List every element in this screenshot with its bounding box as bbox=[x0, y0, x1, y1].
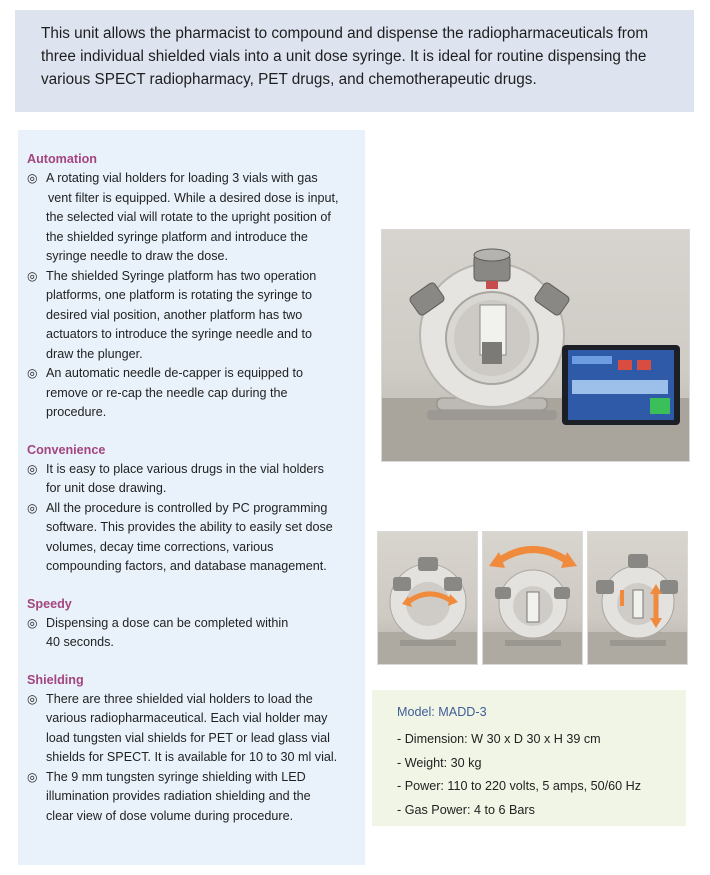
spec-weight: - Weight: 30 kg bbox=[397, 755, 482, 770]
section-speedy bbox=[27, 595, 365, 653]
actuator-illustration bbox=[588, 532, 687, 664]
section-title: Shielding bbox=[27, 672, 84, 687]
item-line: An automatic needle de-capper is equipped to bbox=[46, 366, 303, 380]
intro-line: three individual shielded vials into a unit dose syringe. It is ideal for routine dispensing the bbox=[41, 48, 647, 65]
intro-box bbox=[15, 10, 694, 112]
item-line: platforms, one platform is rotating the syringe to bbox=[46, 288, 312, 302]
item-line: volumes, decay time corrections, various bbox=[46, 539, 274, 554]
spec-dimension: - Dimension: W 30 x D 30 x H 39 cm bbox=[397, 732, 601, 746]
model-label: Model: MADD-3 bbox=[397, 705, 487, 719]
dispenser-illustration bbox=[382, 230, 689, 461]
item-line: shields for SPECT. It is available for 10 to 30 ml vial. bbox=[46, 750, 338, 764]
item-line: There are three shielded vial holders to load the bbox=[46, 691, 313, 706]
item-line: Dispensing a dose can be completed within bbox=[46, 615, 289, 630]
bullet-icon: ◎ bbox=[27, 268, 38, 283]
item-line: clear view of dose volume during procedure. bbox=[46, 808, 294, 823]
section-title: Convenience bbox=[27, 442, 106, 457]
section-title: Automation bbox=[27, 152, 97, 166]
intro-line: various SPECT radiopharmacy, PET drugs, and chemotherapeutic drugs. bbox=[41, 71, 537, 88]
bullet-icon: ◎ bbox=[27, 461, 38, 476]
rotating-syringe-illustration bbox=[483, 532, 582, 664]
bullet-icon: ◎ bbox=[27, 691, 38, 706]
bullet-icon: ◎ bbox=[27, 500, 38, 515]
bullet-icon: ◎ bbox=[27, 769, 38, 784]
section-convenience bbox=[27, 441, 365, 577]
product-photo bbox=[381, 229, 690, 462]
item-line: the selected vial will rotate to the upright position of bbox=[46, 210, 331, 224]
spec-gas-power: - Gas Power: 4 to 6 Bars bbox=[397, 802, 535, 817]
item-line: It is easy to place various drugs in the vial holders bbox=[46, 461, 324, 476]
section-shielding bbox=[27, 671, 365, 827]
list-item bbox=[27, 460, 365, 499]
list-item bbox=[27, 768, 365, 827]
section-title: Speedy bbox=[27, 596, 72, 611]
rotating-vial-illustration bbox=[378, 532, 477, 664]
specs-box bbox=[372, 690, 686, 826]
item-line: load tungsten vial shields for PET or lead glass vial bbox=[46, 730, 330, 745]
spec-power: - Power: 110 to 220 volts, 5 amps, 50/60 Hz bbox=[397, 779, 642, 793]
list-item bbox=[27, 364, 365, 423]
item-line: for unit dose drawing. bbox=[46, 481, 167, 495]
item-line: syringe needle to draw the dose. bbox=[46, 249, 229, 263]
bullet-icon: ◎ bbox=[27, 366, 38, 380]
list-item bbox=[27, 690, 365, 768]
actuator-photo bbox=[587, 531, 688, 665]
bullet-icon: ◎ bbox=[27, 171, 38, 185]
item-line: compounding factors, and database management. bbox=[46, 559, 327, 573]
rotate-vial-photo bbox=[377, 531, 478, 665]
list-item bbox=[27, 267, 365, 365]
item-line: actuators to introduce the syringe needle and to bbox=[46, 327, 313, 341]
item-line: various radiopharmaceutical. Each vial holder may bbox=[46, 711, 328, 725]
section-automation bbox=[27, 150, 365, 423]
item-line: remove or re-cap the needle cap during the bbox=[46, 385, 288, 400]
item-line: illumination provides radiation shielding and the bbox=[46, 789, 311, 803]
item-line: All the procedure is controlled by PC programming bbox=[46, 500, 328, 515]
list-item bbox=[27, 614, 365, 653]
item-line: procedure. bbox=[46, 405, 107, 419]
item-line: desired vial position, another platform has two bbox=[46, 307, 303, 322]
features-panel bbox=[18, 130, 365, 865]
item-line: A rotating vial holders for loading 3 vials with gas bbox=[46, 171, 318, 185]
list-item bbox=[27, 169, 365, 267]
rotate-syringe-photo bbox=[482, 531, 583, 665]
item-line: draw the plunger. bbox=[46, 346, 143, 361]
item-line: software. This provides the ability to easily set dose bbox=[46, 520, 333, 534]
item-line: vent filter is equipped. While a desired dose is input, bbox=[48, 190, 339, 205]
list-item bbox=[27, 499, 365, 577]
intro-line: This unit allows the pharmacist to compound and dispense the radiopharmaceuticals from bbox=[41, 25, 649, 42]
bullet-icon: ◎ bbox=[27, 615, 38, 630]
item-line: 40 seconds. bbox=[46, 635, 114, 649]
item-line: the shielded syringe platform and introduce the bbox=[46, 229, 308, 244]
item-line: The shielded Syringe platform has two operation bbox=[46, 268, 317, 283]
item-line: The 9 mm tungsten syringe shielding with LED bbox=[46, 769, 306, 784]
